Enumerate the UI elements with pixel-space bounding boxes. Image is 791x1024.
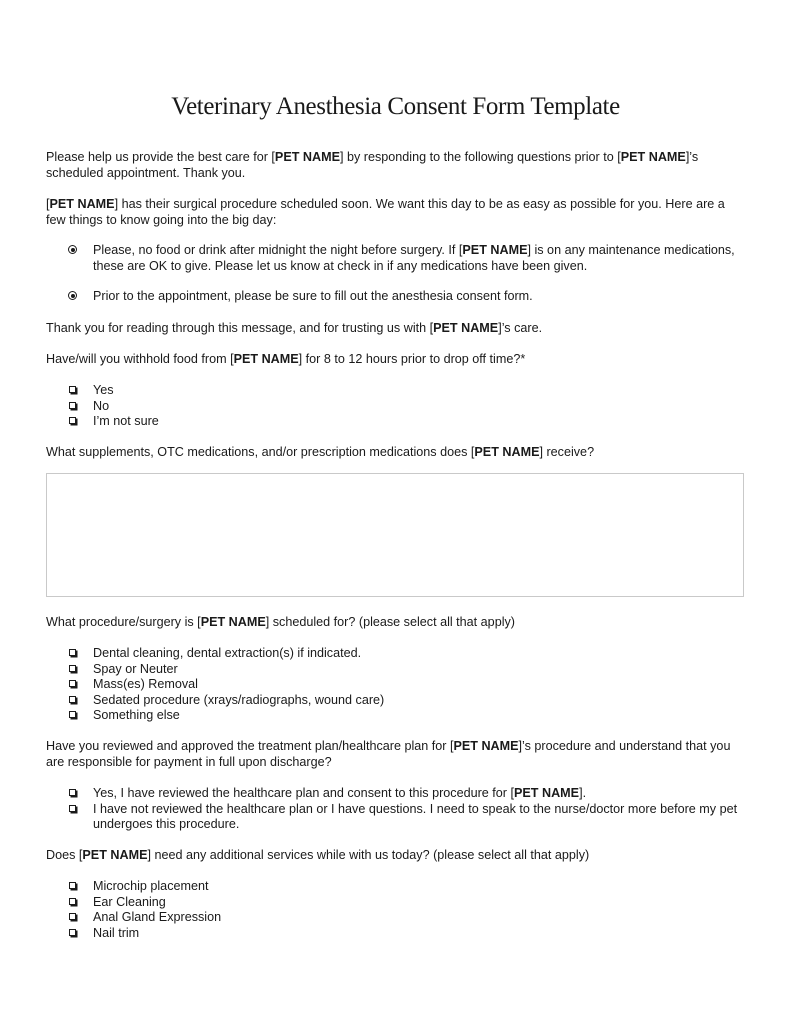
checkbox-icon[interactable] (69, 805, 76, 812)
pet-name-placeholder: PET NAME (620, 150, 686, 164)
checkbox-icon[interactable] (69, 711, 76, 718)
pet-name-placeholder: PET NAME (49, 197, 115, 211)
checkbox-option-plan-approved[interactable]: Yes, I have reviewed the healthcare plan and consent to this procedure for [PET NAME]. (68, 786, 748, 802)
checkbox-icon[interactable] (69, 882, 76, 889)
pet-name-placeholder: PET NAME (274, 150, 340, 164)
checkbox-icon[interactable] (69, 789, 76, 796)
checkbox-icon[interactable] (69, 417, 76, 424)
checkbox-icon[interactable] (69, 665, 76, 672)
preparation-tips-list (68, 243, 748, 305)
tip-item: Please, no food or drink after midnight the night before surgery. If [PET NAME] is on any maintenance medications, these are OK to give. Please let us know at check in if any medications have been given. (68, 243, 748, 274)
treatment-plan-question: Have you reviewed and approved the treatment plan/healthcare plan for [PET NAME]’s procedure and understand that you are responsible for payment in full upon discharge? (46, 739, 731, 769)
checkbox-option-plan-questions[interactable]: I have not reviewed the healthcare plan or I have questions. I need to speak to the nurse/doctor more before my pet undergoes this procedure. (68, 802, 748, 833)
checkbox-option-dental[interactable]: Dental cleaning, dental extraction(s) if indicated. (68, 646, 748, 662)
schedule-paragraph: [PET NAME] has their surgical procedure scheduled soon. We want this day to be as easy as possible for you. Here are a few things to know going into the big day: (46, 197, 725, 227)
treatment-plan-options (68, 786, 748, 833)
checkbox-option-mass-removal[interactable]: Mass(es) Removal (68, 677, 748, 693)
checkbox-icon[interactable] (69, 898, 76, 905)
checkbox-option-spay-neuter[interactable]: Spay or Neuter (68, 662, 748, 678)
checkbox-icon[interactable] (69, 696, 76, 703)
checkbox-icon[interactable] (69, 649, 76, 656)
pet-name-placeholder: PET NAME (462, 243, 528, 257)
tip-item: Prior to the appointment, please be sure to fill out the anesthesia consent form. (68, 289, 748, 305)
medications-question: What supplements, OTC medications, and/or prescription medications does [PET NAME] receive? (46, 445, 595, 459)
checkbox-icon[interactable] (69, 386, 76, 393)
checkbox-option-ear-cleaning[interactable]: Ear Cleaning (68, 895, 748, 911)
procedure-options (68, 646, 748, 724)
checkbox-option-no[interactable]: No (68, 399, 748, 415)
checkbox-icon[interactable] (69, 929, 76, 936)
pet-name-placeholder: PET NAME (200, 615, 266, 629)
checkbox-option-yes[interactable]: Yes (68, 383, 748, 399)
food-question: Have/will you withhold food from [PET NAME] for 8 to 12 hours prior to drop off time?* (46, 352, 526, 366)
checkbox-option-something-else[interactable]: Something else (68, 708, 748, 724)
medications-answer-box[interactable] (46, 473, 744, 597)
services-question: Does [PET NAME] need any additional services while with us today? (please select all that apply) (46, 848, 590, 862)
pet-name-placeholder: PET NAME (453, 739, 519, 753)
checkbox-option-sedated-procedure[interactable]: Sedated procedure (xrays/radiographs, wound care) (68, 693, 748, 709)
checkbox-option-anal-gland[interactable]: Anal Gland Expression (68, 910, 748, 926)
pet-name-placeholder: PET NAME (233, 352, 299, 366)
radio-bullet-icon (68, 291, 77, 300)
page-title: Veterinary Anesthesia Consent Form Template (171, 93, 620, 120)
checkbox-icon[interactable] (69, 680, 76, 687)
pet-name-placeholder: PET NAME (82, 848, 148, 862)
pet-name-placeholder: PET NAME (474, 445, 540, 459)
procedure-question: What procedure/surgery is [PET NAME] scheduled for? (please select all that apply) (46, 615, 515, 629)
checkbox-option-not-sure[interactable]: I’m not sure (68, 414, 748, 430)
services-options (68, 879, 748, 941)
pet-name-placeholder: PET NAME (433, 321, 499, 335)
radio-bullet-icon (68, 245, 77, 254)
food-options (68, 383, 748, 430)
checkbox-icon[interactable] (69, 402, 76, 409)
pet-name-placeholder: PET NAME (514, 786, 580, 800)
checkbox-option-microchip[interactable]: Microchip placement (68, 879, 748, 895)
thanks-paragraph: Thank you for reading through this message, and for trusting us with [PET NAME]’s care. (46, 321, 543, 335)
intro-paragraph: Please help us provide the best care for [PET NAME] by responding to the following questions prior to [PET NAME]’s scheduled appointment. Thank you. (46, 150, 699, 180)
checkbox-icon[interactable] (69, 913, 76, 920)
checkbox-option-nail-trim[interactable]: Nail trim (68, 926, 748, 942)
